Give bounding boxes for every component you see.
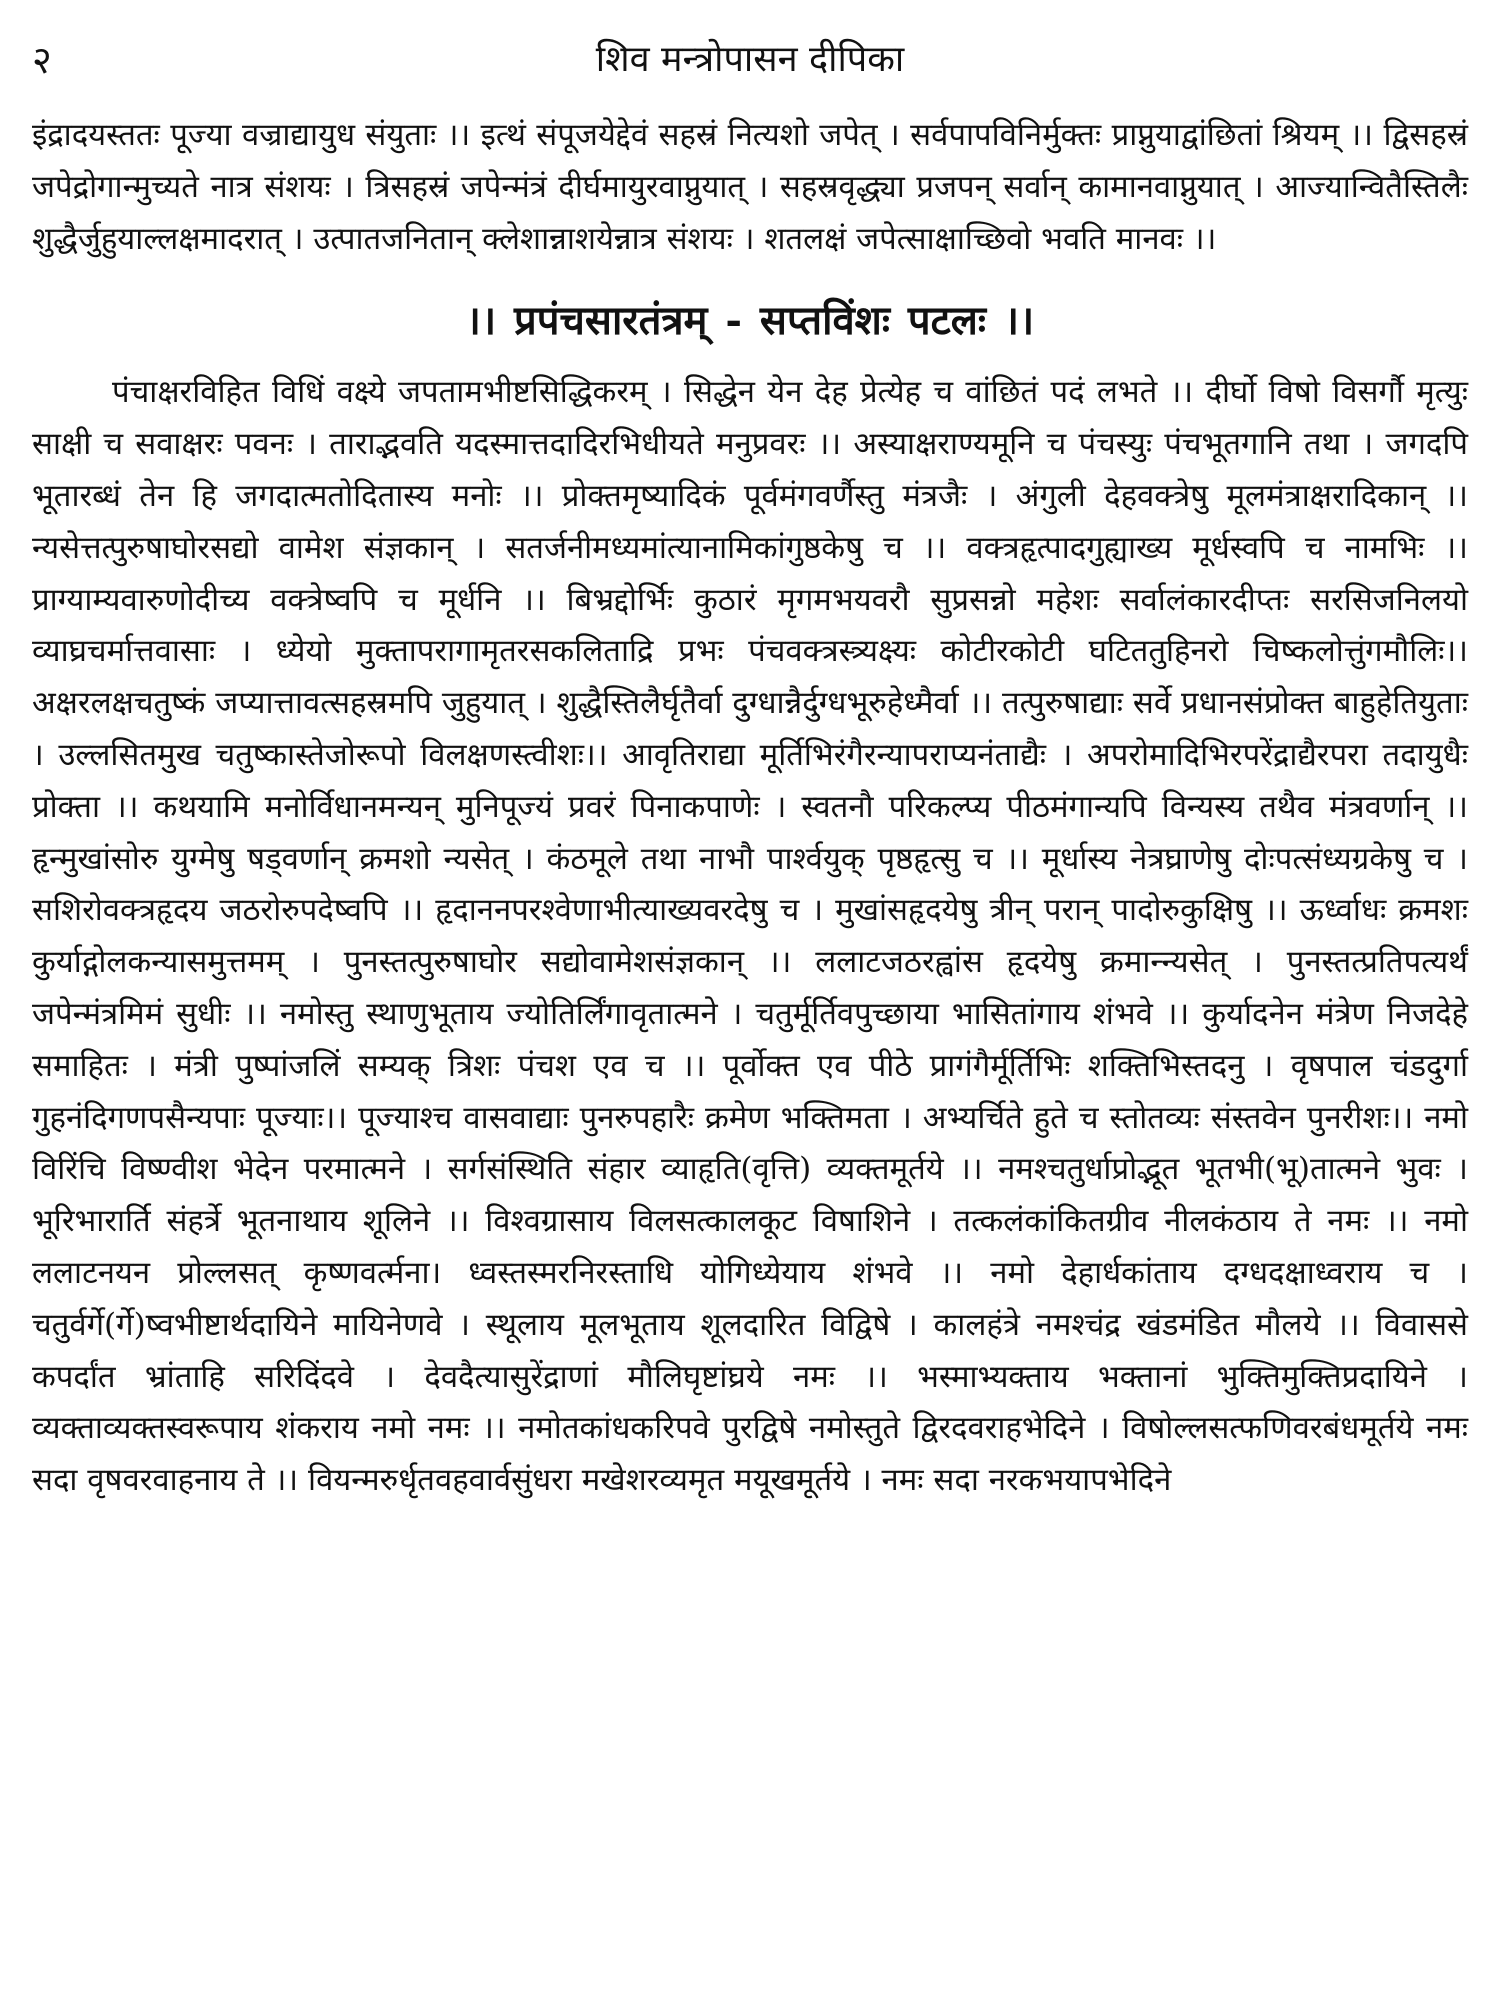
page-number: २	[32, 38, 52, 82]
page-header	[32, 30, 1468, 90]
section-heading: ।। प्रपंचसारतंत्रम् - सप्तविंशः पटलः ।।	[465, 297, 1035, 345]
intro-paragraph: इंद्रादयस्ततः पूज्या वज्राद्यायुध संयुताः ।। इत्थं संपूजयेद्देवं सहस्रं नित्यशो जपेत् । सर्वपापविनिर्मुक्तः प्राप्नुयाद्वांछितां श्रियम् ।। द्विसहस्रं जपेद्रोगान्मुच्यते नात्र संशयः । त्रिसहस्रं जपेन्मंत्रं दीर्घमायुरवाप्नुयात् । सहस्रवृद्ध्या प्रजपन् सर्वान् कामानवाप्नुयात् । आज्यान्वितैस्तिलैः शुद्धैर्जुहुयाल्लक्षमादरात् । उत्पातजनितान् क्लेशान्नाशयेन्नात्र संशयः । शतलक्षं जपेत्साक्षाच्छिवो भवति मानवः ।।	[32, 117, 1468, 257]
body-paragraph: पंचाक्षरविहित विधिं वक्ष्ये जपतामभीष्टसिद्धिकरम् । सिद्धेन येन देह प्रेत्येह च वांछितं पदं लभते ।। दीर्घो विषो विसर्गौ मृत्युः साक्षी च सवाक्षरः पवनः । ताराद्भवति यदस्मात्तदादिरभिधीयते मनुप्रवरः ।। अस्याक्षराण्यमूनि च पंचस्युः पंचभूतगानि तथा । जगदपि भूतारब्धं तेन हि जगदात्मतोदितास्य मनोः ।। प्रोक्तमृष्यादिकं पूर्वमंगवर्णैस्तु मंत्रजैः । अंगुली देहवक्त्रेषु मूलमंत्राक्षरादिकान् ।। न्यसेत्तत्पुरुषाघोरसद्यो वामेश संज्ञकान् । सतर्जनीमध्यमांत्यानामिकांगुष्ठकेषु च ।। वक्त्रहृत्पादगुह्याख्य मूर्धस्वपि च नामभिः ।। प्राग्याम्यवारुणोदीच्य वक्त्रेष्वपि च मूर्धनि ।। बिभ्रद्दोर्भिः कुठारं मृगमभयवरौ सुप्रसन्नो महेशः सर्वालंकारदीप्तः सरसिजनिलयो व्याघ्रचर्मात्तवासाः । ध्येयो मुक्तापरागामृतरसकलिताद्रि प्रभः पंचवक्त्रस्त्र्यक्ष्यः कोटीरकोटी घटिततुहिनरो चिष्कलोत्तुंगमौलिः।। अक्षरलक्षचतुष्कं जप्यात्तावत्सहस्रमपि जुहुयात् । शुद्धैस्तिलैर्घृतैर्वा दुग्धान्नैर्दुग्धभूरुहेध्मैर्वा ।। तत्पुरुषाद्याः सर्वे प्रधानसंप्रोक्त बाहुहेतियुताः । उल्लसितमुख चतुष्कास्तेजोरूपो विलक्षणस्त्वीशः।। आवृतिराद्या मूर्तिभिरंगैरन्यापराप्यनंताद्यैः । अपरोमादिभिरपरेंद्राद्यैरपरा तदायुधैः प्रोक्ता ।। कथयामि मनोर्विधानमन्यन् मुनिपूज्यं प्रवरं पिनाकपाणेः । स्वतनौ परिकल्प्य पीठमंगान्यपि विन्यस्य तथैव मंत्रवर्णान् ।। हृन्मुखांसोरु युग्मेषु षड्वर्णान् क्रमशो न्यसेत् । कंठमूले तथा नाभौ पार्श्वयुक् पृष्ठहृत्सु च ।। मूर्धास्य नेत्रघ्राणेषु दोःपत्संध्यग्रकेषु च । सशिरोवक्त्रहृदय जठरोरुपदेष्वपि ।। हृदाननपरश्वेणाभीत्याख्यवरदेषु च । मुखांसहृदयेषु त्रीन् परान् पादोरुकुक्षिषु ।। ऊर्ध्वाधः क्रमशः कुर्याद्गोलकन्यासमुत्तमम् । पुनस्तत्पुरुषाघोर सद्योवामेशसंज्ञकान् ।। ललाटजठरह्वांस हृदयेषु क्रमान्न्यसेत् । पुनस्तत्प्रतिपत्यर्थं जपेन्मंत्रमिमं सुधीः ।। नमोस्तु स्थाणुभूताय ज्योतिर्लिंगावृतात्मने । चतुर्मूर्तिवपुच्छाया भासितांगाय शंभवे ।। कुर्यादनेन मंत्रेण निजदेहे समाहितः । मंत्री पुष्पांजलिं सम्यक् त्रिशः पंचश एव च ।। पूर्वोक्त एव पीठे प्रागंगैर्मूर्तिभिः शक्तिभिस्तदनु । वृषपाल चंडदुर्गा गुहनंदिगणपसैन्यपाः पूज्याः।। पूज्याश्च वासवाद्याः पुनरुपहारैः क्रमेण भक्तिमता । अभ्यर्चिते हुते च स्तोतव्यः संस्तवेन पुनरीशः।। नमो विरिंचि विष्ण्वीश भेदेन परमात्मने । सर्गसंस्थिति संहार व्याहृति(वृत्ति) व्यक्तमूर्तये ।। नमश्चतुर्धाप्रोद्भूत भूतभी(भू)तात्मने भुवः । भूरिभारार्ति संहर्त्रे भूतनाथाय शूलिने ।। विश्वग्रासाय विलसत्कालकूट विषाशिने । तत्कलंकांकितग्रीव नीलकंठाय ते नमः ।। नमो ललाटनयन प्रोल्लसत् कृष्णवर्त्मना। ध्वस्तस्मरनिरस्ताधि योगिध्येयाय शंभवे ।। नमो देहार्धकांताय दग्धदक्षाध्वराय च । चतुर्वर्गे(र्गे)ष्वभीष्टार्थदायिने मायिनेणवे । स्थूलाय मूलभूताय शूलदारित विद्विषे । कालहंत्रे नमश्चंद्र खंडमंडित मौलये ।। विवाससे कपर्दांत भ्रांताहि सरिदिंदवे । देवदैत्यासुरेंद्राणां मौलिघृष्टांघ्रये नमः ।। भस्माभ्यक्ताय भक्तानां भुक्तिमुक्तिप्रदायिने । व्यक्ताव्यक्तस्वरूपाय शंकराय नमो नमः ।। नमोतकांधकरिपवे पुरद्विषे नमोस्तुते द्विरदवराहभेदिने । विषोल्लसत्फणिवरबंधमूर्तये नमः सदा वृषवरवाहनाय ते ।। वियन्मरुर्धृतवहवार्वसुंधरा मखेशरव्यमृत मयूखमूर्तये । नमः सदा नरकभयापभेदिने	[32, 374, 1468, 1499]
running-title: शिव मन्त्रोपासन दीपिका	[595, 39, 905, 80]
book-page	[32, 30, 1468, 1970]
